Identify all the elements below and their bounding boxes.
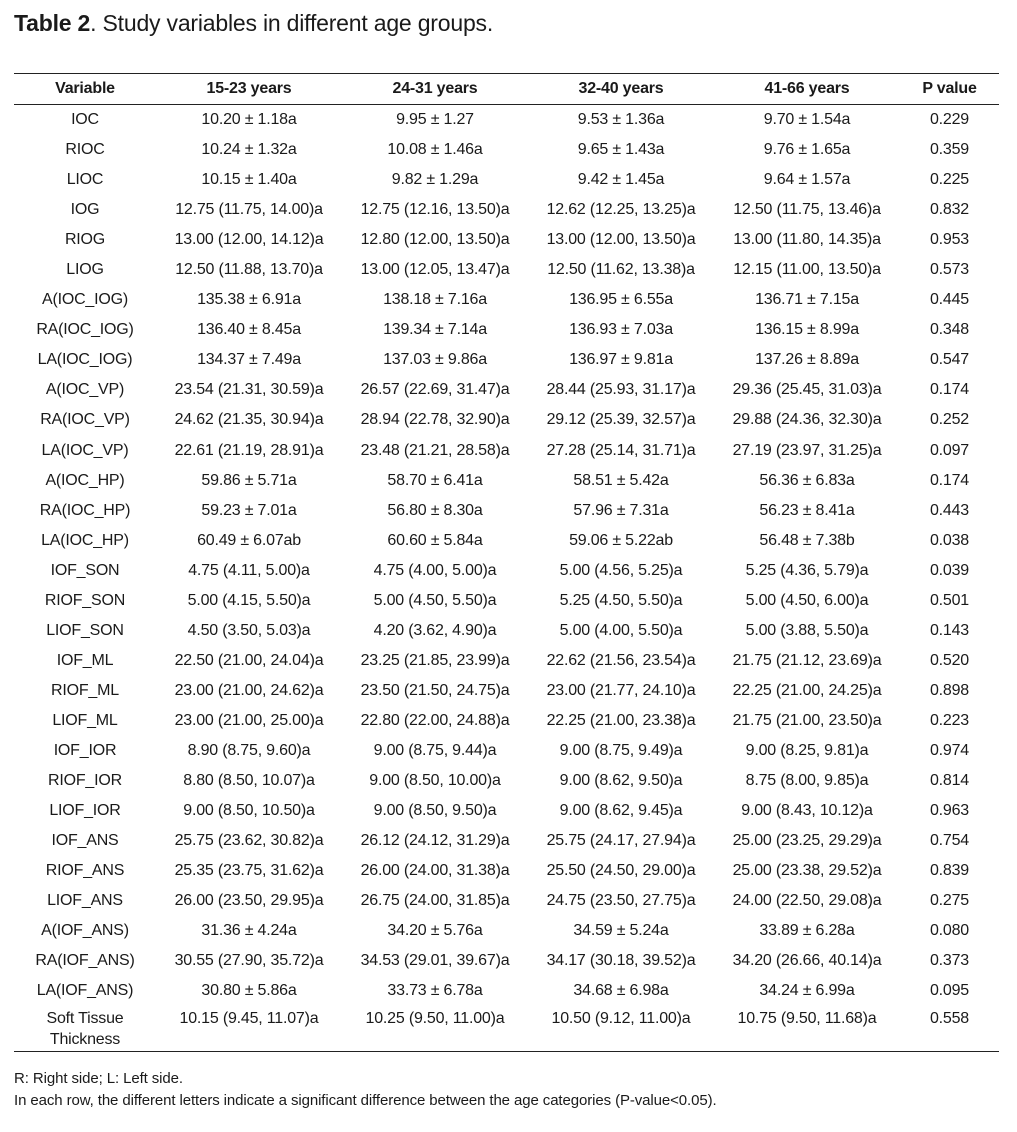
value-cell: 12.50 (11.62, 13.38)a bbox=[547, 261, 695, 279]
value-cell: 9.00 (8.50, 10.50)a bbox=[183, 802, 315, 820]
value-cell: 10.24 ± 1.32a bbox=[201, 141, 297, 159]
p-value-cell: 0.223 bbox=[929, 711, 970, 729]
table-notes bbox=[14, 1068, 717, 1112]
table-row bbox=[14, 976, 999, 1006]
value-cell: 5.00 (4.00, 5.50)a bbox=[559, 621, 683, 639]
value-cell: 10.20 ± 1.18a bbox=[201, 111, 297, 129]
variable-cell: LA(IOC_VP) bbox=[41, 441, 129, 459]
variable-cell: RIOC bbox=[65, 141, 105, 159]
header-cell: 15-23 years bbox=[206, 80, 292, 97]
variable-cell: RA(IOC_IOG) bbox=[36, 321, 134, 339]
value-cell: 8.90 (8.75, 9.60)a bbox=[187, 742, 311, 759]
variable-cell: RIOG bbox=[64, 231, 106, 249]
value-cell: 9.95 ± 1.27 bbox=[396, 111, 474, 129]
value-cell: 136.71 ± 7.15a bbox=[755, 291, 859, 309]
value-cell: 27.19 (23.97, 31.25)a bbox=[732, 441, 882, 459]
value-cell: 13.00 (12.05, 13.47)a bbox=[360, 261, 510, 279]
value-cell: 9.00 (8.62, 9.50)a bbox=[559, 772, 683, 790]
value-cell: 9.42 ± 1.45a bbox=[577, 171, 665, 189]
note-abbreviations: R: Right side; L: Left side. bbox=[14, 1070, 183, 1087]
value-cell: 10.50 (9.12, 11.00)a bbox=[551, 1010, 691, 1028]
p-value-cell: 0.974 bbox=[929, 742, 970, 759]
value-cell: 59.06 ± 5.22ab bbox=[569, 531, 673, 549]
table-row bbox=[14, 736, 999, 766]
value-cell: 30.80 ± 5.86a bbox=[201, 982, 297, 1000]
value-cell: 9.64 ± 1.57a bbox=[763, 171, 851, 189]
p-value-cell: 0.832 bbox=[929, 201, 970, 219]
value-cell: 29.88 (24.36, 32.30)a bbox=[732, 411, 882, 429]
value-cell: 4.50 (3.50, 5.03)a bbox=[187, 621, 311, 639]
variable-cell bbox=[14, 1006, 156, 1052]
value-cell: 58.70 ± 6.41a bbox=[387, 471, 483, 489]
p-value-cell: 0.174 bbox=[929, 471, 970, 489]
table-row bbox=[14, 766, 999, 796]
value-cell: 8.80 (8.50, 10.07)a bbox=[183, 772, 315, 790]
value-cell: 13.00 (11.80, 14.35)a bbox=[733, 231, 881, 249]
p-value-cell: 0.558 bbox=[929, 1010, 970, 1028]
p-value-cell: 0.443 bbox=[929, 501, 970, 519]
value-cell: 30.55 (27.90, 35.72)a bbox=[174, 952, 324, 970]
p-value-cell: 0.095 bbox=[929, 982, 970, 1000]
value-cell: 12.62 (12.25, 13.25)a bbox=[546, 201, 696, 219]
table-row bbox=[14, 165, 999, 195]
value-cell: 9.65 ± 1.43a bbox=[577, 141, 665, 159]
value-cell: 4.75 (4.11, 5.00)a bbox=[188, 561, 310, 579]
variable-cell: A(IOC_VP) bbox=[45, 381, 125, 399]
variable-cell: LIOG bbox=[66, 261, 104, 279]
value-cell: 21.75 (21.12, 23.69)a bbox=[732, 651, 882, 669]
table-row bbox=[14, 706, 999, 736]
table-row bbox=[14, 345, 999, 375]
value-cell: 9.00 (8.75, 9.49)a bbox=[559, 742, 683, 759]
caption-text: . Study variables in different age groups. bbox=[90, 10, 494, 36]
table-body bbox=[14, 105, 999, 1052]
p-value-cell: 0.174 bbox=[929, 381, 970, 399]
variable-cell: IOF_ML bbox=[56, 651, 114, 669]
variable-cell: A(IOC_IOG) bbox=[41, 291, 128, 309]
table-row bbox=[14, 796, 999, 826]
variable-cell: RA(IOC_HP) bbox=[39, 501, 131, 519]
value-cell: 22.25 (21.00, 23.38)a bbox=[546, 711, 696, 729]
value-cell: 26.12 (24.12, 31.29)a bbox=[360, 832, 510, 850]
value-cell: 24.75 (23.50, 27.75)a bbox=[546, 892, 696, 910]
value-cell: 5.00 (4.50, 6.00)a bbox=[745, 591, 869, 609]
variable-cell: IOF_ANS bbox=[51, 832, 119, 850]
table-row bbox=[14, 676, 999, 706]
note-letters: In each row, the different letters indicate a significant difference between the age categories (P-value<0.05). bbox=[14, 1092, 717, 1109]
value-cell: 25.35 (23.75, 31.62)a bbox=[174, 862, 324, 880]
p-value-cell: 0.501 bbox=[929, 591, 970, 609]
value-cell: 21.75 (21.00, 23.50)a bbox=[732, 711, 882, 729]
value-cell: 135.38 ± 6.91a bbox=[197, 291, 301, 309]
value-cell: 59.23 ± 7.01a bbox=[201, 501, 297, 519]
value-cell: 27.28 (25.14, 31.71)a bbox=[546, 441, 696, 459]
value-cell: 9.82 ± 1.29a bbox=[391, 171, 479, 189]
p-value-cell: 0.252 bbox=[929, 411, 970, 429]
table-row bbox=[14, 135, 999, 165]
value-cell: 10.08 ± 1.46a bbox=[387, 141, 483, 159]
p-value-cell: 0.754 bbox=[929, 832, 970, 850]
value-cell: 34.24 ± 6.99a bbox=[759, 982, 855, 1000]
value-cell: 34.68 ± 6.98a bbox=[573, 982, 669, 1000]
variable-cell: IOC bbox=[71, 111, 99, 129]
variable-cell: RA(IOC_VP) bbox=[40, 411, 130, 429]
value-cell: 26.00 (23.50, 29.95)a bbox=[174, 892, 324, 910]
caption-label: Table 2 bbox=[14, 10, 91, 36]
variable-cell: IOG bbox=[70, 201, 100, 219]
table-row bbox=[14, 556, 999, 586]
value-cell: 12.75 (12.16, 13.50)a bbox=[360, 201, 510, 219]
value-cell: 24.00 (22.50, 29.08)a bbox=[732, 892, 882, 910]
value-cell: 28.44 (25.93, 31.17)a bbox=[546, 381, 696, 399]
variable-cell: RIOF_IOR bbox=[48, 772, 122, 790]
table-row bbox=[14, 405, 999, 435]
table-row bbox=[14, 856, 999, 886]
value-cell: 5.00 (4.50, 5.50)a bbox=[373, 591, 497, 609]
value-cell: 57.96 ± 7.31a bbox=[573, 501, 669, 519]
p-value-cell: 0.445 bbox=[929, 291, 970, 309]
table-row bbox=[14, 255, 999, 285]
variable-cell: RIOF_ML bbox=[51, 681, 119, 699]
p-value-cell: 0.359 bbox=[929, 141, 970, 159]
value-cell: 10.15 (9.45, 11.07)a bbox=[179, 1010, 319, 1028]
value-cell: 60.49 ± 6.07ab bbox=[197, 531, 301, 549]
p-value-cell: 0.143 bbox=[929, 621, 970, 639]
header-cell: 41-66 years bbox=[764, 80, 850, 97]
table-row bbox=[14, 886, 999, 916]
p-value-cell: 0.229 bbox=[929, 111, 970, 129]
value-cell: 26.00 (24.00, 31.38)a bbox=[360, 862, 510, 880]
value-cell: 8.75 (8.00, 9.85)a bbox=[745, 772, 869, 790]
value-cell: 56.80 ± 8.30a bbox=[387, 501, 483, 519]
value-cell: 137.26 ± 8.89a bbox=[755, 351, 859, 369]
value-cell: 22.80 (22.00, 24.88)a bbox=[360, 711, 510, 729]
value-cell: 13.00 (12.00, 13.50)a bbox=[546, 231, 696, 249]
value-cell: 26.57 (22.69, 31.47)a bbox=[360, 381, 510, 399]
variable-cell: RIOF_SON bbox=[44, 591, 126, 609]
value-cell: 12.50 (11.88, 13.70)a bbox=[175, 261, 323, 279]
value-cell: 58.51 ± 5.42a bbox=[573, 471, 669, 489]
value-cell: 33.73 ± 6.78a bbox=[387, 982, 483, 1000]
value-cell: 25.50 (24.50, 29.00)a bbox=[546, 862, 696, 880]
value-cell: 136.40 ± 8.45a bbox=[197, 321, 301, 339]
value-cell: 10.25 (9.50, 11.00)a bbox=[365, 1010, 505, 1028]
variable-cell: LIOF_ANS bbox=[47, 892, 123, 910]
header-cell: 32-40 years bbox=[578, 80, 664, 97]
value-cell: 56.23 ± 8.41a bbox=[759, 501, 855, 519]
p-value-cell: 0.547 bbox=[929, 351, 970, 369]
header-cell: 24-31 years bbox=[392, 80, 478, 97]
value-cell: 22.62 (21.56, 23.54)a bbox=[546, 651, 696, 669]
value-cell: 5.00 (3.88, 5.50)a bbox=[745, 621, 869, 639]
table-caption bbox=[14, 10, 493, 37]
variable-line: Soft Tissue bbox=[46, 1010, 124, 1028]
value-cell: 5.25 (4.36, 5.79)a bbox=[745, 561, 869, 579]
value-cell: 25.00 (23.38, 29.52)a bbox=[732, 862, 882, 880]
value-cell: 23.25 (21.85, 23.99)a bbox=[360, 651, 510, 669]
study-variables-table bbox=[14, 73, 999, 1052]
value-cell: 9.00 (8.43, 10.12)a bbox=[741, 802, 873, 820]
value-cell: 22.61 (21.19, 28.91)a bbox=[174, 441, 324, 459]
value-cell: 33.89 ± 6.28a bbox=[759, 922, 855, 940]
value-cell: 10.75 (9.50, 11.68)a bbox=[737, 1010, 877, 1028]
value-cell: 9.70 ± 1.54a bbox=[763, 111, 851, 129]
p-value-cell: 0.814 bbox=[929, 772, 970, 790]
variable-cell: LIOF_ML bbox=[52, 711, 118, 729]
value-cell: 23.00 (21.00, 25.00)a bbox=[174, 711, 324, 729]
variable-line: Thickness bbox=[49, 1031, 121, 1049]
value-cell: 22.25 (21.00, 24.25)a bbox=[732, 681, 882, 699]
value-cell: 5.00 (4.56, 5.25)a bbox=[559, 561, 683, 579]
value-cell: 137.03 ± 9.86a bbox=[383, 351, 487, 369]
value-cell: 12.15 (11.00, 13.50)a bbox=[733, 261, 881, 279]
value-cell: 23.00 (21.00, 24.62)a bbox=[174, 681, 324, 699]
table-row bbox=[14, 586, 999, 616]
p-value-cell: 0.898 bbox=[929, 681, 970, 699]
value-cell: 25.75 (23.62, 30.82)a bbox=[174, 832, 324, 850]
table-row bbox=[14, 285, 999, 315]
value-cell: 12.75 (11.75, 14.00)a bbox=[175, 201, 323, 219]
p-value-cell: 0.839 bbox=[929, 862, 970, 880]
p-value-cell: 0.953 bbox=[929, 231, 970, 249]
value-cell: 9.00 (8.50, 9.50)a bbox=[373, 802, 497, 820]
value-cell: 12.80 (12.00, 13.50)a bbox=[360, 231, 510, 249]
table-row bbox=[14, 195, 999, 225]
value-cell: 24.62 (21.35, 30.94)a bbox=[174, 411, 324, 429]
p-value-cell: 0.573 bbox=[929, 261, 970, 279]
variable-cell: A(IOC_HP) bbox=[45, 471, 125, 489]
variable-cell: LA(IOC_HP) bbox=[41, 531, 129, 549]
value-cell: 23.00 (21.77, 24.10)a bbox=[546, 681, 696, 699]
value-cell: 9.00 (8.75, 9.44)a bbox=[373, 742, 497, 759]
value-cell: 29.36 (25.45, 31.03)a bbox=[732, 381, 882, 399]
p-value-cell: 0.080 bbox=[929, 922, 970, 940]
value-cell: 34.59 ± 5.24a bbox=[573, 922, 669, 940]
variable-cell: A(IOF_ANS) bbox=[41, 922, 129, 940]
table-row bbox=[14, 946, 999, 976]
value-cell: 34.53 (29.01, 39.67)a bbox=[360, 952, 510, 970]
variable-cell: RIOF_ANS bbox=[45, 862, 125, 880]
value-cell: 5.25 (4.50, 5.50)a bbox=[559, 591, 683, 609]
value-cell: 9.00 (8.50, 10.00)a bbox=[369, 772, 501, 790]
p-value-cell: 0.520 bbox=[929, 651, 970, 669]
table-row bbox=[14, 1006, 999, 1052]
value-cell: 56.48 ± 7.38b bbox=[759, 531, 855, 549]
value-cell: 136.15 ± 8.99a bbox=[755, 321, 859, 339]
variable-cell: LA(IOF_ANS) bbox=[36, 982, 134, 1000]
table-row bbox=[14, 466, 999, 496]
table-row bbox=[14, 225, 999, 255]
variable-cell: LIOC bbox=[66, 171, 104, 189]
value-cell: 13.00 (12.00, 14.12)a bbox=[174, 231, 324, 249]
table-row bbox=[14, 105, 999, 136]
value-cell: 138.18 ± 7.16a bbox=[383, 291, 487, 309]
value-cell: 31.36 ± 4.24a bbox=[201, 922, 297, 940]
value-cell: 25.75 (24.17, 27.94)a bbox=[546, 832, 696, 850]
table-row bbox=[14, 646, 999, 676]
header-row bbox=[14, 74, 999, 105]
value-cell: 139.34 ± 7.14a bbox=[383, 321, 487, 339]
value-cell: 136.97 ± 9.81a bbox=[569, 351, 673, 369]
p-value-cell: 0.963 bbox=[929, 802, 970, 820]
value-cell: 4.20 (3.62, 4.90)a bbox=[373, 621, 497, 639]
p-value-cell: 0.039 bbox=[929, 561, 970, 579]
variable-cell: IOF_IOR bbox=[53, 742, 117, 759]
table-row bbox=[14, 916, 999, 946]
value-cell: 34.20 (26.66, 40.14)a bbox=[732, 952, 882, 970]
value-cell: 25.00 (23.25, 29.29)a bbox=[732, 832, 882, 850]
table-row bbox=[14, 526, 999, 556]
p-value-cell: 0.038 bbox=[929, 531, 970, 549]
header-cell: Variable bbox=[55, 80, 115, 97]
p-value-cell: 0.348 bbox=[929, 321, 970, 339]
value-cell: 9.00 (8.62, 9.45)a bbox=[559, 802, 683, 820]
table-row bbox=[14, 375, 999, 405]
variable-cell: IOF_SON bbox=[50, 561, 120, 579]
value-cell: 23.50 (21.50, 24.75)a bbox=[360, 681, 510, 699]
value-cell: 29.12 (25.39, 32.57)a bbox=[546, 411, 696, 429]
value-cell: 4.75 (4.00, 5.00)a bbox=[373, 561, 497, 579]
value-cell: 136.95 ± 6.55a bbox=[569, 291, 673, 309]
value-cell: 22.50 (21.00, 24.04)a bbox=[174, 651, 324, 669]
value-cell: 34.20 ± 5.76a bbox=[387, 922, 483, 940]
variable-cell: LA(IOC_IOG) bbox=[37, 351, 133, 369]
value-cell: 134.37 ± 7.49a bbox=[197, 351, 301, 369]
value-cell: 9.76 ± 1.65a bbox=[763, 141, 851, 159]
variable-cell: LIOF_IOR bbox=[49, 802, 121, 820]
value-cell: 23.48 (21.21, 28.58)a bbox=[360, 441, 510, 459]
table-row bbox=[14, 315, 999, 345]
value-cell: 60.60 ± 5.84a bbox=[387, 531, 483, 549]
p-value-cell: 0.225 bbox=[929, 171, 970, 189]
variable-cell: LIOF_SON bbox=[46, 621, 124, 639]
p-value-cell: 0.097 bbox=[929, 441, 970, 459]
p-value-cell: 0.275 bbox=[929, 892, 970, 910]
value-cell: 12.50 (11.75, 13.46)a bbox=[733, 201, 881, 219]
value-cell: 10.15 ± 1.40a bbox=[201, 171, 297, 189]
value-cell: 136.93 ± 7.03a bbox=[569, 321, 673, 339]
value-cell: 9.00 (8.25, 9.81)a bbox=[745, 742, 869, 759]
value-cell: 28.94 (22.78, 32.90)a bbox=[360, 411, 510, 429]
table-row bbox=[14, 496, 999, 526]
value-cell: 34.17 (30.18, 39.52)a bbox=[546, 952, 696, 970]
table-row bbox=[14, 826, 999, 856]
value-cell: 59.86 ± 5.71a bbox=[201, 471, 297, 489]
value-cell: 56.36 ± 6.83a bbox=[759, 471, 855, 489]
variable-cell: RA(IOF_ANS) bbox=[35, 952, 135, 970]
value-cell: 26.75 (24.00, 31.85)a bbox=[360, 892, 510, 910]
p-value-cell: 0.373 bbox=[929, 952, 970, 970]
value-cell: 9.53 ± 1.36a bbox=[577, 111, 665, 129]
table-row bbox=[14, 616, 999, 646]
header-cell: P value bbox=[922, 80, 977, 97]
table-row bbox=[14, 436, 999, 466]
value-cell: 5.00 (4.15, 5.50)a bbox=[187, 591, 311, 609]
value-cell: 23.54 (21.31, 30.59)a bbox=[174, 381, 324, 399]
